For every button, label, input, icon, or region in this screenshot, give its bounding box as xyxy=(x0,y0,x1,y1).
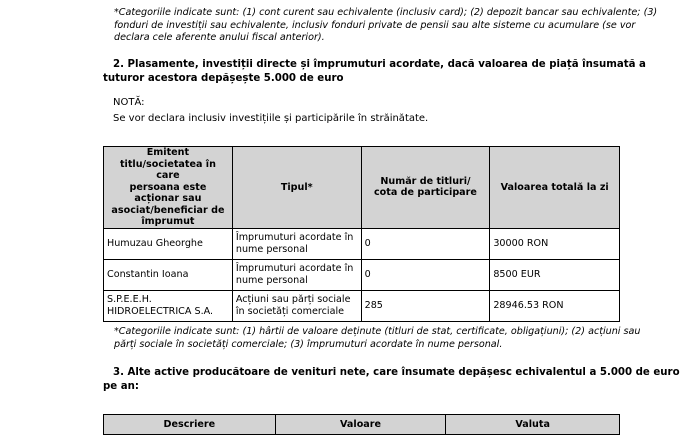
header-amount: Valoare xyxy=(275,415,446,435)
cell-count: 285 xyxy=(361,290,490,321)
cell-type: Împrumuturi acordate în nume personal xyxy=(232,228,361,259)
cell-issuer: Humuzau Gheorghe xyxy=(104,228,233,259)
investments-table xyxy=(103,146,620,322)
section-3-heading xyxy=(103,366,698,393)
section-2-heading-line-2: tuturor acestora depășește 5.000 de euro xyxy=(103,72,344,84)
header-value: Valoarea totală la zi xyxy=(490,147,620,229)
header-currency: Valuta xyxy=(446,415,620,435)
cell-type: Împrumuturi acordate în nume personal xyxy=(232,259,361,290)
cell-type: Acțiuni sau părți sociale în societăți comerciale xyxy=(232,290,361,321)
cell-issuer: S.P.E.E.H. HIDROELECTRICA S.A. xyxy=(104,290,233,321)
cell-count: 0 xyxy=(361,228,490,259)
other-assets-table xyxy=(103,414,620,435)
cell-value: 28946.53 RON xyxy=(490,290,620,321)
nota-label: NOTĂ: xyxy=(113,97,145,108)
section-2-heading xyxy=(103,58,698,85)
other-assets-header xyxy=(104,415,620,435)
cell-value: 8500 EUR xyxy=(490,259,620,290)
section-3-heading-line-2: pe an: xyxy=(103,380,139,392)
top-category-note xyxy=(114,7,694,45)
cell-issuer: Constantin Ioana xyxy=(104,259,233,290)
header-description: Descriere xyxy=(104,415,276,435)
top-note-line-3: declara cele aferente anului fiscal anterior). xyxy=(114,32,325,43)
investments-table-header xyxy=(104,147,620,229)
table-row xyxy=(104,228,620,259)
section-2-nota xyxy=(113,96,428,125)
table-note-line-2: părți sociale în societăți comerciale; (3) împrumuturi acordate în nume personal. xyxy=(114,338,503,350)
header-type: Tipul* xyxy=(232,147,361,229)
nota-text: Se vor declara inclusiv investițiile și participările în străinătate. xyxy=(113,113,429,124)
top-note-line-2: fonduri de investiții sau echivalente, inclusiv fonduri private de pensii sau alte sisteme cu acumulare (se vor xyxy=(114,19,636,31)
cell-value: 30000 RON xyxy=(490,228,620,259)
table-row xyxy=(104,259,620,290)
section-3-heading-line-1: 3. Alte active producătoare de venituri nete, care însumate depășesc echivalentul a 5.000 de euro xyxy=(113,367,680,378)
section-2-heading-line-1: 2. Plasamente, investiții directe și împrumuturi acordate, dacă valoarea de piață însumată a xyxy=(113,59,646,70)
table-note-line-1: *Categoriile indicate sunt: (1) hârtii de valoare deținute (titluri de stat, certificate, obligațiuni); (2) acțiuni sau xyxy=(114,326,641,337)
top-note-line-1: *Categoriile indicate sunt: (1) cont curent sau echivalente (inclusiv card); (2) depozit bancar sau echivalente; (3) xyxy=(114,7,658,18)
table-row xyxy=(104,290,620,321)
cell-count: 0 xyxy=(361,259,490,290)
table-category-note xyxy=(114,326,694,351)
header-issuer: Emitent titlu/societatea în care persoana este acționar sau asociat/beneficiar de împrumut xyxy=(104,147,233,229)
header-count: Număr de titluri/ cota de participare xyxy=(361,147,490,229)
